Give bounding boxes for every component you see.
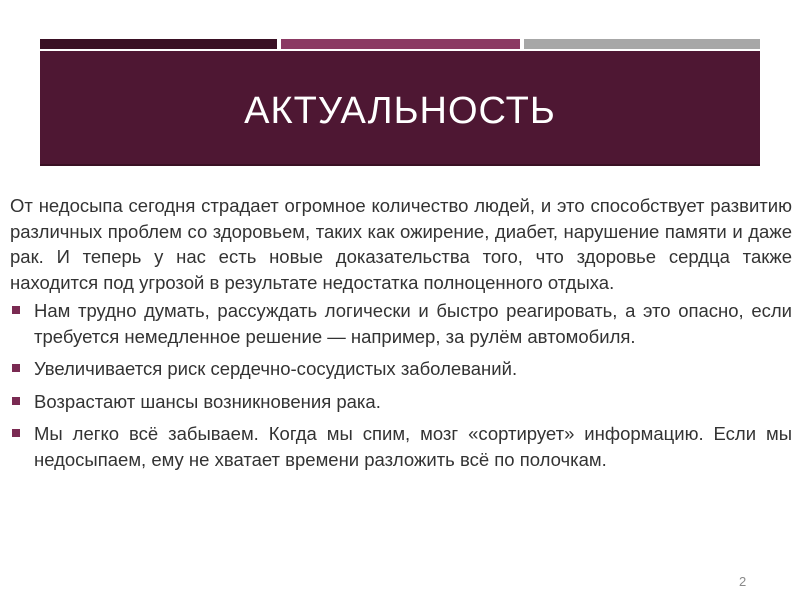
bullet-text: Мы легко всё забываем. Когда мы спим, мозг «сортирует» информацию. Если мы недосыпаем, ему не хватает времени разложить всё по полочкам.	[34, 423, 792, 470]
list-item	[10, 298, 792, 349]
list-item	[10, 356, 792, 382]
bullet-text: Нам трудно думать, рассуждать логически и быстро реагировать, а это опасно, если требуется немедленное решение — например, за рулём автомобиля.	[34, 300, 792, 347]
square-bullet-icon	[12, 364, 20, 372]
decor-bar-gray	[524, 39, 760, 49]
decorative-top-bars	[40, 39, 760, 49]
bullet-text: Увеличивается риск сердечно-сосудистых заболеваний.	[34, 358, 518, 379]
decor-bar-mauve	[281, 39, 520, 49]
square-bullet-icon	[12, 306, 20, 314]
slide-content	[10, 193, 792, 479]
page-number: 2	[739, 574, 747, 589]
intro-paragraph: От недосыпа сегодня страдает огромное количество людей, и это способствует развитию различных проблем со здоровьем, таких как ожирение, диабет, нарушение памяти и даже рак. И теперь у нас есть новые доказательства того, что здоровье сердца также находится под угрозой в результате недостатка полноценного отдыха.	[10, 195, 792, 293]
square-bullet-icon	[12, 429, 20, 437]
list-item	[10, 421, 792, 472]
title-band	[40, 51, 760, 166]
decor-bar-dark	[40, 39, 277, 49]
slide-title: АКТУАЛЬНОСТЬ	[244, 90, 556, 132]
bullet-list	[10, 298, 792, 472]
list-item	[10, 389, 792, 415]
square-bullet-icon	[12, 397, 20, 405]
bullet-text: Возрастают шансы возникновения рака.	[34, 390, 381, 412]
